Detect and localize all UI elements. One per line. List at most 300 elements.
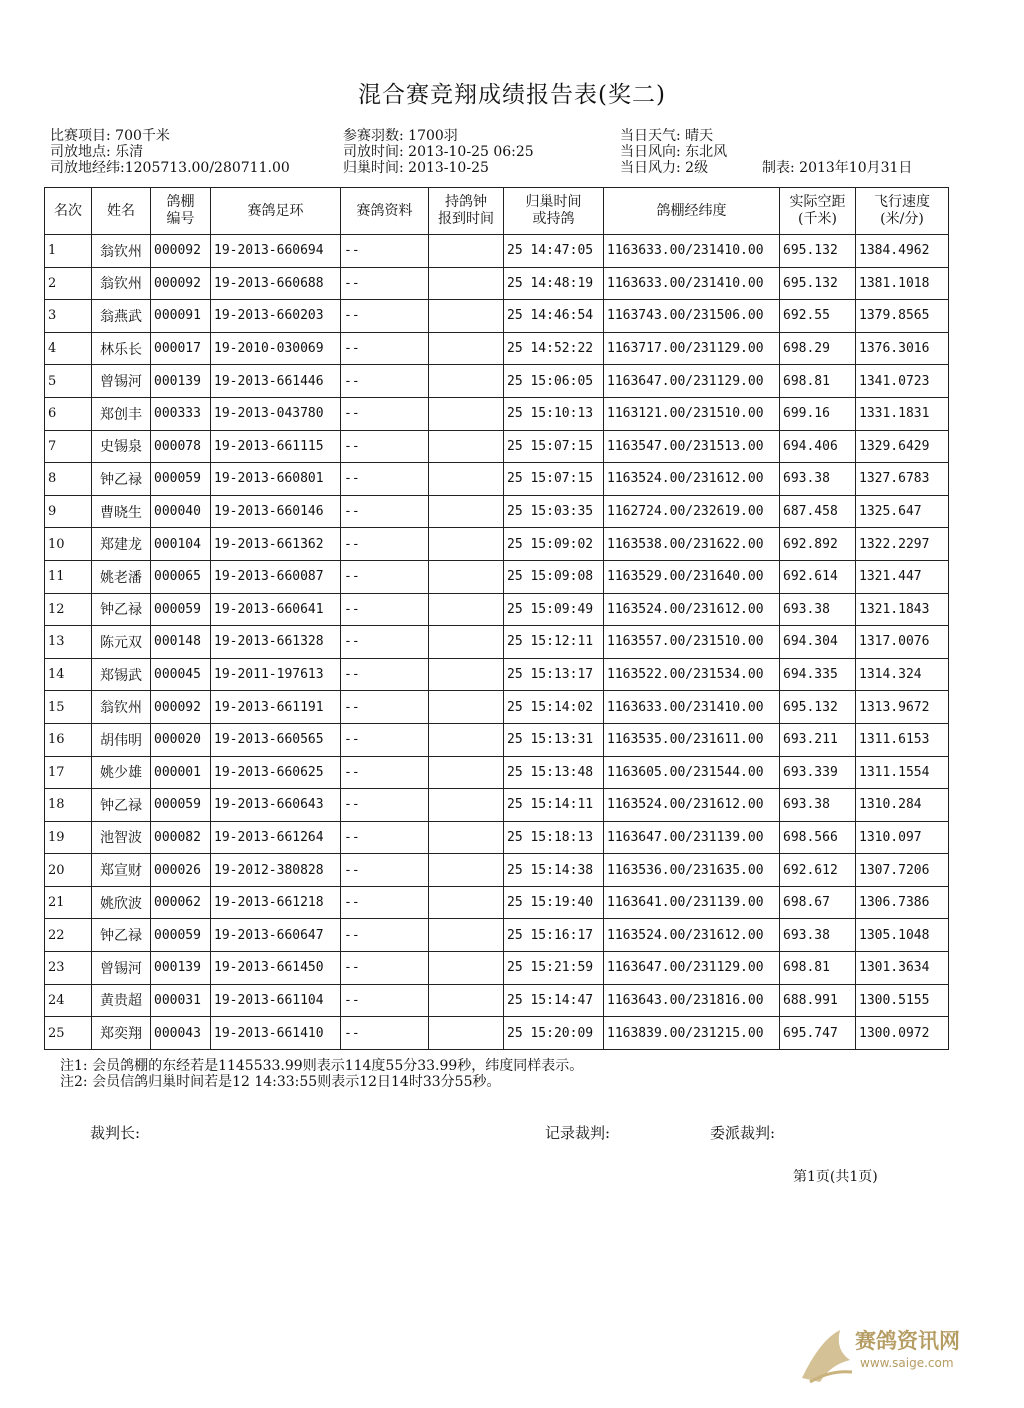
column-header: 归巢时间 或持鸽 (504, 188, 604, 235)
table-cell: 17 (45, 756, 92, 789)
table-cell: 25 15:06:05 (504, 365, 604, 398)
table-cell (429, 723, 504, 756)
table-row (45, 756, 949, 789)
table-cell: 郑建龙 (92, 528, 151, 561)
table-cell: 000104 (151, 528, 211, 561)
table-cell: 19-2013-661191 (211, 691, 341, 724)
table-cell: -- (341, 365, 429, 398)
table-cell (429, 528, 504, 561)
table-cell: -- (341, 267, 429, 300)
table-cell: 000092 (151, 267, 211, 300)
table-cell: 1163633.00/231410.00 (604, 267, 780, 300)
table-cell: 19-2011-197613 (211, 658, 341, 691)
table-cell: 1379.8565 (856, 300, 949, 333)
column-header: 姓名 (92, 188, 151, 235)
table-cell: 694.406 (780, 430, 856, 463)
table-cell: 25 15:09:02 (504, 528, 604, 561)
chief-referee-label: 裁判长: (90, 1124, 141, 1142)
table-cell: 1311.6153 (856, 723, 949, 756)
table-cell: 699.16 (780, 397, 856, 430)
table-cell: 黄贵超 (92, 984, 151, 1017)
table-row (45, 952, 949, 985)
table-cell: 19-2013-661264 (211, 821, 341, 854)
table-cell: -- (341, 235, 429, 268)
table-cell: 1163633.00/231410.00 (604, 235, 780, 268)
table-cell: 19-2012-380828 (211, 854, 341, 887)
meta-weather: 当日天气: 晴天 (620, 128, 714, 144)
table-cell: 1163547.00/231513.00 (604, 430, 780, 463)
table-cell: 19-2013-661218 (211, 886, 341, 919)
table-cell (429, 854, 504, 887)
table-cell: -- (341, 984, 429, 1017)
table-row (45, 658, 949, 691)
table-cell: 692.612 (780, 854, 856, 887)
table-cell: 000148 (151, 626, 211, 659)
meta-col-1 (50, 128, 290, 176)
table-cell: -- (341, 1017, 429, 1050)
table-cell (429, 626, 504, 659)
table-cell: 698.67 (780, 886, 856, 919)
table-cell: 1306.7386 (856, 886, 949, 919)
table-cell: 25 15:19:40 (504, 886, 604, 919)
table-cell: 1163633.00/231410.00 (604, 691, 780, 724)
table-cell: -- (341, 886, 429, 919)
table-cell: 6 (45, 397, 92, 430)
meta-col-3 (620, 128, 727, 176)
table-cell (429, 952, 504, 985)
table-cell: 19-2013-661446 (211, 365, 341, 398)
table-cell: 2 (45, 267, 92, 300)
table-cell: 8 (45, 463, 92, 496)
table-cell: 000092 (151, 235, 211, 268)
table-row (45, 332, 949, 365)
table-cell (429, 756, 504, 789)
table-cell: 5 (45, 365, 92, 398)
table-cell: 693.38 (780, 463, 856, 496)
table-cell: 25 15:09:49 (504, 593, 604, 626)
table-cell: 1163647.00/231129.00 (604, 365, 780, 398)
table-cell (429, 300, 504, 333)
column-header: 鸽棚经纬度 (604, 188, 780, 235)
meta-entries: 参赛羽数: 1700羽 (343, 128, 458, 144)
table-cell: 1381.1018 (856, 267, 949, 300)
table-row (45, 397, 949, 430)
table-cell: 25 14:46:54 (504, 300, 604, 333)
table-cell: 25 15:09:08 (504, 560, 604, 593)
table-cell: 1163524.00/231612.00 (604, 593, 780, 626)
table-row (45, 723, 949, 756)
watermark-url: www.saige.com (860, 1356, 954, 1370)
table-cell: 1311.1554 (856, 756, 949, 789)
table-cell: 16 (45, 723, 92, 756)
table-row (45, 463, 949, 496)
table-cell: 19 (45, 821, 92, 854)
table-cell: 25 15:14:02 (504, 691, 604, 724)
table-cell: 钟乙禄 (92, 789, 151, 822)
table-cell: 1163524.00/231612.00 (604, 463, 780, 496)
watermark-name: 赛鸽资讯网 (855, 1329, 960, 1353)
table-cell: 1163743.00/231506.00 (604, 300, 780, 333)
table-cell: 钟乙禄 (92, 919, 151, 952)
table-cell (429, 235, 504, 268)
table-cell: 3 (45, 300, 92, 333)
table-cell: 4 (45, 332, 92, 365)
table-cell (429, 919, 504, 952)
table-cell: 林乐长 (92, 332, 151, 365)
table-cell: -- (341, 332, 429, 365)
table-cell: 1300.0972 (856, 1017, 949, 1050)
table-cell: 000043 (151, 1017, 211, 1050)
table-cell: 7 (45, 430, 92, 463)
table-cell: 1163557.00/231510.00 (604, 626, 780, 659)
table-cell: 25 14:52:22 (504, 332, 604, 365)
table-cell: 9 (45, 495, 92, 528)
page-indicator: 第1页(共1页) (793, 1169, 878, 1185)
table-cell: 19-2013-661104 (211, 984, 341, 1017)
table-cell: 1325.647 (856, 495, 949, 528)
table-cell: 688.991 (780, 984, 856, 1017)
table-cell: 21 (45, 886, 92, 919)
table-body (45, 235, 949, 1050)
table-cell (429, 593, 504, 626)
meta-release-place: 司放地点: 乐清 (50, 144, 144, 160)
table-cell: 1384.4962 (856, 235, 949, 268)
table-header-row (45, 188, 949, 235)
table-cell: -- (341, 789, 429, 822)
table-cell: 694.304 (780, 626, 856, 659)
table-cell: 22 (45, 919, 92, 952)
column-header: 实际空距 (千米) (780, 188, 856, 235)
table-cell (429, 821, 504, 854)
record-referee-label: 记录裁判: (545, 1124, 611, 1142)
table-cell: 000062 (151, 886, 211, 919)
table-row (45, 235, 949, 268)
table-row (45, 691, 949, 724)
table-cell: 695.132 (780, 235, 856, 268)
meta-race-item: 比赛项目: 700千米 (50, 128, 170, 144)
table-cell: 695.132 (780, 267, 856, 300)
table-cell: 1163647.00/231139.00 (604, 821, 780, 854)
table-cell: -- (341, 626, 429, 659)
table-cell: 胡伟明 (92, 723, 151, 756)
table-cell: 000001 (151, 756, 211, 789)
table-cell: 1163717.00/231129.00 (604, 332, 780, 365)
table-cell (429, 332, 504, 365)
table-cell: 000031 (151, 984, 211, 1017)
table-cell: 000020 (151, 723, 211, 756)
table-cell: 19-2013-661328 (211, 626, 341, 659)
table-cell: 18 (45, 789, 92, 822)
table-cell: 19-2013-660146 (211, 495, 341, 528)
meta-return-time: 归巢时间: 2013-10-25 (343, 160, 489, 176)
meta-release-coords: 司放地经纬:1205713.00/280711.00 (50, 160, 290, 176)
table-cell: 史锡泉 (92, 430, 151, 463)
results-table (44, 187, 949, 1050)
table-cell: 698.29 (780, 332, 856, 365)
table-cell: 25 15:14:47 (504, 984, 604, 1017)
table-cell (429, 886, 504, 919)
table-cell: 698.81 (780, 365, 856, 398)
table-cell: 11 (45, 560, 92, 593)
table-cell: 1163522.00/231534.00 (604, 658, 780, 691)
table-cell: 000059 (151, 463, 211, 496)
table-cell: 692.55 (780, 300, 856, 333)
table-cell: 19-2013-660565 (211, 723, 341, 756)
table-cell (429, 560, 504, 593)
table-cell: 1322.2297 (856, 528, 949, 561)
table-cell: 1163529.00/231640.00 (604, 560, 780, 593)
table-cell: 693.38 (780, 593, 856, 626)
table-cell (429, 1017, 504, 1050)
table-cell: 1317.0076 (856, 626, 949, 659)
footnotes (60, 1058, 583, 1090)
table-cell: -- (341, 691, 429, 724)
table-cell: 1162724.00/232619.00 (604, 495, 780, 528)
table-cell: 19-2010-030069 (211, 332, 341, 365)
table-cell: 25 15:20:09 (504, 1017, 604, 1050)
table-cell: 1163536.00/231635.00 (604, 854, 780, 887)
table-cell: 曾锡河 (92, 952, 151, 985)
meta-wind-force: 当日风力: 2级 (620, 160, 709, 176)
table-cell: 1301.3634 (856, 952, 949, 985)
table-cell: 000091 (151, 300, 211, 333)
table-cell: 19-2013-661450 (211, 952, 341, 985)
table-row (45, 626, 949, 659)
table-cell: 698.566 (780, 821, 856, 854)
table-row (45, 919, 949, 952)
table-cell: 翁燕武 (92, 300, 151, 333)
table-row (45, 528, 949, 561)
table-cell: 000045 (151, 658, 211, 691)
table-cell: -- (341, 560, 429, 593)
table-cell: 14 (45, 658, 92, 691)
table-cell: 25 15:12:11 (504, 626, 604, 659)
table-row (45, 854, 949, 887)
table-cell: 19-2013-660643 (211, 789, 341, 822)
table-cell (429, 365, 504, 398)
table-cell: -- (341, 952, 429, 985)
table-cell (429, 430, 504, 463)
meta-release-time: 司放时间: 2013-10-25 06:25 (343, 144, 534, 160)
table-cell: 000065 (151, 560, 211, 593)
table-row (45, 267, 949, 300)
table-cell: -- (341, 300, 429, 333)
table-cell: 693.339 (780, 756, 856, 789)
table-cell: 19-2013-660647 (211, 919, 341, 952)
table-cell: 692.892 (780, 528, 856, 561)
column-header: 名次 (45, 188, 92, 235)
table-cell: 15 (45, 691, 92, 724)
table-cell: 1313.9672 (856, 691, 949, 724)
table-cell: -- (341, 756, 429, 789)
column-header: 飞行速度 (米/分) (856, 188, 949, 235)
table-cell: 1 (45, 235, 92, 268)
table-cell: 1163643.00/231816.00 (604, 984, 780, 1017)
table-cell (429, 658, 504, 691)
table-cell: 24 (45, 984, 92, 1017)
table-row (45, 821, 949, 854)
table-cell: 池智波 (92, 821, 151, 854)
table-cell: 000017 (151, 332, 211, 365)
table-cell: 19-2013-660087 (211, 560, 341, 593)
table-cell: 698.81 (780, 952, 856, 985)
table-cell: 1307.7206 (856, 854, 949, 887)
table-cell: 692.614 (780, 560, 856, 593)
table-cell: 25 15:18:13 (504, 821, 604, 854)
table-cell: 19-2013-660694 (211, 235, 341, 268)
table-cell: 23 (45, 952, 92, 985)
table-cell: 郑奕翔 (92, 1017, 151, 1050)
table-cell: 000059 (151, 789, 211, 822)
table-cell: 19-2013-660203 (211, 300, 341, 333)
table-cell: 1163121.00/231510.00 (604, 397, 780, 430)
table-cell: 姚欣波 (92, 886, 151, 919)
table-cell: 1163605.00/231544.00 (604, 756, 780, 789)
table-cell: 25 (45, 1017, 92, 1050)
meta-col-2 (343, 128, 534, 176)
table-cell: 25 15:14:38 (504, 854, 604, 887)
table-cell (429, 984, 504, 1017)
table-cell: 25 15:14:11 (504, 789, 604, 822)
meta-wind-direction: 当日风向: 东北风 (620, 144, 728, 160)
table-cell: 25 15:03:35 (504, 495, 604, 528)
table-cell: 13 (45, 626, 92, 659)
table-cell: 曹晓生 (92, 495, 151, 528)
table-cell: -- (341, 821, 429, 854)
table-cell: 郑创丰 (92, 397, 151, 430)
table-cell: 694.335 (780, 658, 856, 691)
table-cell: 000059 (151, 593, 211, 626)
table-cell: 1163524.00/231612.00 (604, 789, 780, 822)
table-cell: 12 (45, 593, 92, 626)
column-header: 持鸽钟 报到时间 (429, 188, 504, 235)
table-cell: 000082 (151, 821, 211, 854)
table-cell: 000139 (151, 365, 211, 398)
table-cell: -- (341, 397, 429, 430)
table-cell: 1314.324 (856, 658, 949, 691)
table-cell: 钟乙禄 (92, 463, 151, 496)
table-cell: 1310.284 (856, 789, 949, 822)
table-cell: 1163535.00/231611.00 (604, 723, 780, 756)
table-row (45, 984, 949, 1017)
table-cell: 19-2013-043780 (211, 397, 341, 430)
table-row (45, 560, 949, 593)
footnote-1: 注1: 会员鸽棚的东经若是1145533.99则表示114度55分33.99秒，纬度同样表示。 (60, 1058, 584, 1074)
table-cell: 翁钦州 (92, 267, 151, 300)
table-cell: 1305.1048 (856, 919, 949, 952)
table-cell: 1163538.00/231622.00 (604, 528, 780, 561)
table-row (45, 495, 949, 528)
table-cell: 25 15:07:15 (504, 463, 604, 496)
column-header: 赛鸽资料 (341, 188, 429, 235)
table-cell (429, 495, 504, 528)
table-cell: 000059 (151, 919, 211, 952)
table-cell: 1376.3016 (856, 332, 949, 365)
table-cell: 19-2013-660801 (211, 463, 341, 496)
page-title: 混合赛竞翔成绩报告表(奖二) (358, 82, 666, 108)
table-cell: 陈元双 (92, 626, 151, 659)
table-cell (429, 691, 504, 724)
table-row (45, 593, 949, 626)
table-cell: 1163839.00/231215.00 (604, 1017, 780, 1050)
table-cell: 693.38 (780, 919, 856, 952)
table-row (45, 365, 949, 398)
table-cell: 1163524.00/231612.00 (604, 919, 780, 952)
table-cell: 19-2013-660688 (211, 267, 341, 300)
table-cell (429, 789, 504, 822)
table-cell: 1163641.00/231139.00 (604, 886, 780, 919)
table-cell: 翁钦州 (92, 691, 151, 724)
table-cell: 1321.1843 (856, 593, 949, 626)
table-cell: 19-2013-661362 (211, 528, 341, 561)
table-cell: 000092 (151, 691, 211, 724)
table-cell: 19-2013-661410 (211, 1017, 341, 1050)
table-row (45, 886, 949, 919)
table-cell: 25 15:07:15 (504, 430, 604, 463)
table-cell: 1321.447 (856, 560, 949, 593)
table-cell: 25 15:13:48 (504, 756, 604, 789)
table-cell: 25 15:16:17 (504, 919, 604, 952)
table-cell: 1327.6783 (856, 463, 949, 496)
table-cell: 25 14:48:19 (504, 267, 604, 300)
footnote-2: 注2: 会员信鸽归巢时间若是12 14:33:55则表示12日14时33分55秒。 (60, 1074, 501, 1090)
table-cell: 1163647.00/231129.00 (604, 952, 780, 985)
table-cell: 000333 (151, 397, 211, 430)
table-row (45, 789, 949, 822)
table-cell: 25 15:13:31 (504, 723, 604, 756)
table-cell: 1341.0723 (856, 365, 949, 398)
table-cell: 25 15:10:13 (504, 397, 604, 430)
table-cell: 25 15:21:59 (504, 952, 604, 985)
table-cell: -- (341, 463, 429, 496)
table-cell: 000078 (151, 430, 211, 463)
table-cell: 曾锡河 (92, 365, 151, 398)
table-cell: 693.211 (780, 723, 856, 756)
table-cell: -- (341, 658, 429, 691)
table-cell: 25 15:13:17 (504, 658, 604, 691)
table-cell: -- (341, 495, 429, 528)
table-cell: 19-2013-660641 (211, 593, 341, 626)
table-cell: 20 (45, 854, 92, 887)
table-cell: 695.747 (780, 1017, 856, 1050)
table-row (45, 1017, 949, 1050)
table-cell: 687.458 (780, 495, 856, 528)
table-cell: 19-2013-660625 (211, 756, 341, 789)
table-cell: 000139 (151, 952, 211, 985)
table-cell: 695.132 (780, 691, 856, 724)
table-row (45, 300, 949, 333)
table-cell: 25 14:47:05 (504, 235, 604, 268)
table-cell: -- (341, 919, 429, 952)
column-header: 鸽棚 编号 (151, 188, 211, 235)
table-cell: 1300.5155 (856, 984, 949, 1017)
table-cell: 郑宣财 (92, 854, 151, 887)
table-cell: 姚老潘 (92, 560, 151, 593)
table-cell: -- (341, 430, 429, 463)
table-cell (429, 267, 504, 300)
column-header: 赛鸽足环 (211, 188, 341, 235)
table-cell: -- (341, 528, 429, 561)
table-cell: -- (341, 723, 429, 756)
table-cell: 1329.6429 (856, 430, 949, 463)
table-cell: 1310.097 (856, 821, 949, 854)
table-cell (429, 463, 504, 496)
table-cell: -- (341, 593, 429, 626)
table-cell: 693.38 (780, 789, 856, 822)
table-cell: 郑锡武 (92, 658, 151, 691)
table-row (45, 430, 949, 463)
table-cell: -- (341, 854, 429, 887)
